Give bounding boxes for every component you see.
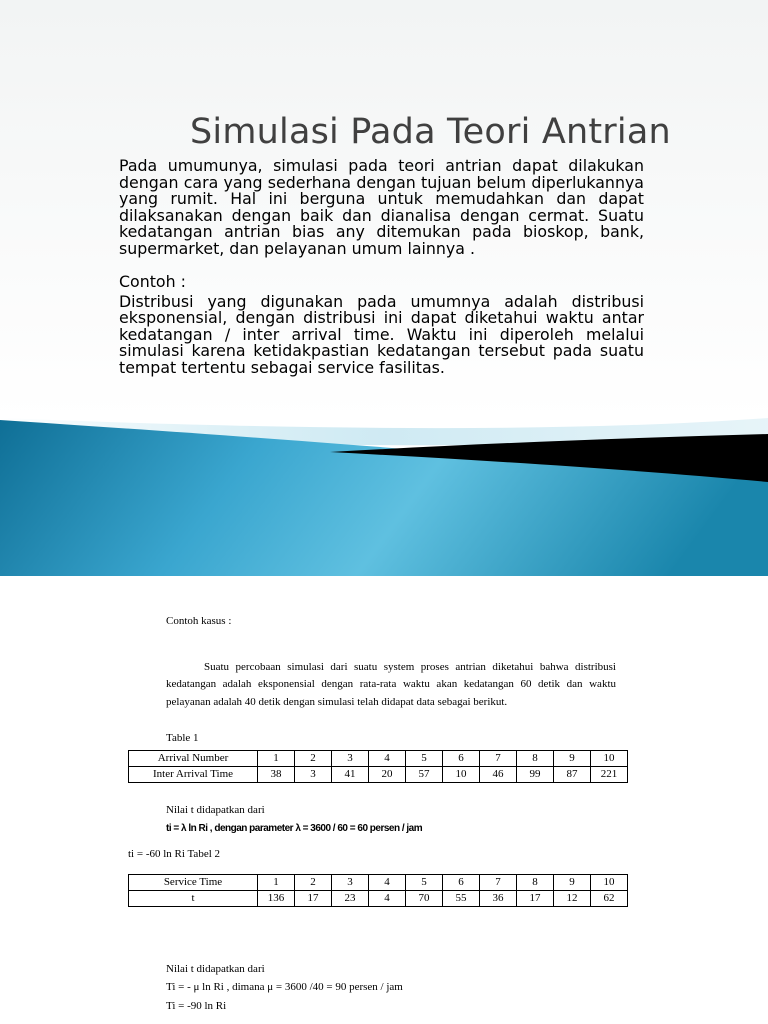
service-cell: 5 bbox=[406, 875, 443, 891]
service-cell: 4 bbox=[369, 891, 406, 907]
service-cell: 70 bbox=[406, 891, 443, 907]
slide-paragraph-intro: Pada umumunya, simulasi pada teori antrian dapat dilakukan dengan cara yang sederhana dengan tujuan belum diperlukannya yang rumit. Hal ini berguna untuk memudahkan dan dapat dilaksanakan dengan baik dan dianalisa dengan cermat. Suatu kedatangan antrian bias any ditemukan pada bioskop, bank, supermarket, dan pelayanan umum lainnya . bbox=[119, 156, 644, 258]
formula-mu: Ti = - μ ln Ri , dimana μ = 3600 /40 = 90 persen / jam bbox=[166, 981, 403, 993]
arrival-cell: 5 bbox=[406, 751, 443, 767]
service-row bbox=[129, 891, 628, 907]
service-cell: 7 bbox=[480, 875, 517, 891]
service-cell: 55 bbox=[443, 891, 480, 907]
arrival-cell: 221 bbox=[591, 767, 628, 783]
case-paragraph bbox=[166, 659, 616, 711]
service-cell: 6 bbox=[443, 875, 480, 891]
arrival-cell: 4 bbox=[369, 751, 406, 767]
formula-lambda: ti = λ ln Ri , dengan parameter λ = 3600 / 60 = 60 persen / jam bbox=[166, 823, 423, 834]
arrival-cell: 99 bbox=[517, 767, 554, 783]
arrival-cell: 57 bbox=[406, 767, 443, 783]
arrival-cell: 3 bbox=[332, 751, 369, 767]
service-cell: 4 bbox=[369, 875, 406, 891]
nilai-text-1: Nilai t didapatkan dari bbox=[166, 804, 265, 816]
arrival-row bbox=[129, 751, 628, 767]
service-cell: 17 bbox=[517, 891, 554, 907]
table-arrival bbox=[128, 750, 628, 783]
arrival-cell: 1 bbox=[258, 751, 295, 767]
service-cell: 1 bbox=[258, 875, 295, 891]
arrival-cell: 87 bbox=[554, 767, 591, 783]
arrival-cell: 8 bbox=[517, 751, 554, 767]
arrival-cell: 46 bbox=[480, 767, 517, 783]
service-row bbox=[129, 875, 628, 891]
arrival-cell: 38 bbox=[258, 767, 295, 783]
arrival-cell: 2 bbox=[295, 751, 332, 767]
arrival-row-label: Inter Arrival Time bbox=[129, 767, 258, 783]
service-row-label: Service Time bbox=[129, 875, 258, 891]
arrival-row-label: Arrival Number bbox=[129, 751, 258, 767]
service-cell: 136 bbox=[258, 891, 295, 907]
service-cell: 2 bbox=[295, 875, 332, 891]
slide-title: Simulasi Pada Teori Antrian bbox=[190, 112, 671, 152]
formula-ti: ti = -60 ln Ri Tabel 2 bbox=[128, 848, 221, 860]
arrival-cell: 10 bbox=[591, 751, 628, 767]
table1-label: Table 1 bbox=[166, 732, 199, 744]
service-cell: 9 bbox=[554, 875, 591, 891]
service-cell: 17 bbox=[295, 891, 332, 907]
arrival-cell: 41 bbox=[332, 767, 369, 783]
arrival-cell: 6 bbox=[443, 751, 480, 767]
arrival-cell: 3 bbox=[295, 767, 332, 783]
service-cell: 62 bbox=[591, 891, 628, 907]
document-page bbox=[0, 576, 768, 1024]
service-row-label: t bbox=[129, 891, 258, 907]
arrival-row bbox=[129, 767, 628, 783]
case-heading: Contoh kasus : bbox=[166, 615, 232, 627]
arrival-cell: 7 bbox=[480, 751, 517, 767]
service-cell: 8 bbox=[517, 875, 554, 891]
service-cell: 23 bbox=[332, 891, 369, 907]
service-cell: 10 bbox=[591, 875, 628, 891]
slide-contoh-label: Contoh : bbox=[119, 272, 186, 291]
service-cell: 12 bbox=[554, 891, 591, 907]
table-service bbox=[128, 874, 628, 907]
arrival-cell: 9 bbox=[554, 751, 591, 767]
service-cell: 3 bbox=[332, 875, 369, 891]
nilai-text-2: Nilai t didapatkan dari bbox=[166, 963, 265, 975]
slide-body bbox=[119, 158, 644, 376]
arrival-cell: 10 bbox=[443, 767, 480, 783]
service-cell: 36 bbox=[480, 891, 517, 907]
case-text: Suatu percobaan simulasi dari suatu system proses antrian diketahui bahwa distribusi kedatangan adalah eksponensial dengan rata-rata waktu akan kedatangan 60 detik dan waktu pelayanan adalah 40 detik dengan simulasi telah didapat data sebagai berikut. bbox=[166, 661, 616, 708]
formula-ti-90: Ti = -90 ln Ri bbox=[166, 1000, 227, 1012]
arrival-cell: 20 bbox=[369, 767, 406, 783]
slide-paragraph-distribution: Distribusi yang digunakan pada umumnya adalah distribusi eksponensial, dengan distribusi ini dapat diketahui waktu antar kedatangan / inter arrival time. Waktu ini diperoleh melalui simulasi karena ketidakpastian kedatangan tersebut pada suatu tempat tertentu sebagai service fasilitas. bbox=[119, 291, 644, 377]
